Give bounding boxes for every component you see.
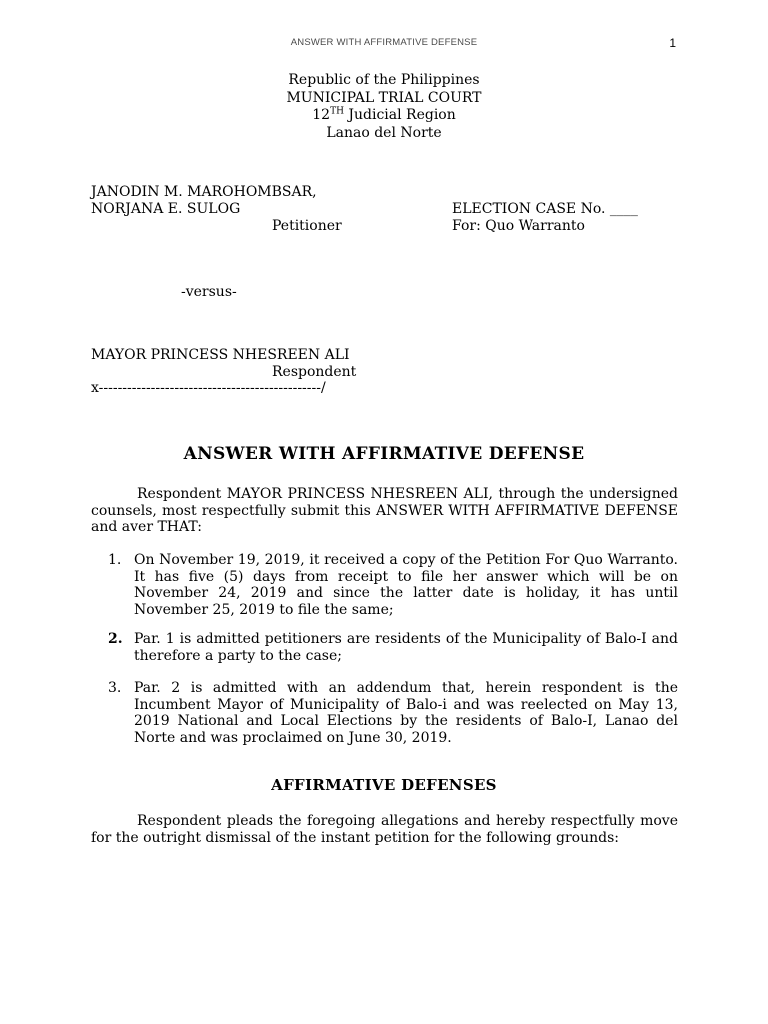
caption-divider: x-----------------------------------------------/ xyxy=(91,380,326,396)
page-number: 1 xyxy=(669,36,676,50)
petitioner-name-2: NORJANA E. SULOG xyxy=(91,201,241,217)
list-item xyxy=(108,552,678,619)
item-number: 2. xyxy=(108,631,123,647)
item-number: 1. xyxy=(108,552,122,568)
list-item xyxy=(108,680,678,747)
petitioner-label: Petitioner xyxy=(272,218,342,234)
court-line-province: Lanao del Norte xyxy=(326,124,442,141)
court-line-region xyxy=(0,107,768,125)
respondent-label: Respondent xyxy=(272,364,357,380)
document-title: ANSWER WITH AFFIRMATIVE DEFENSE xyxy=(183,444,585,464)
section-heading: AFFIRMATIVE DEFENSES xyxy=(271,776,497,794)
item-text: Par. 1 is admitted petitioners are residents of the Municipality of Balo-I and therefore a party to the case; xyxy=(134,631,678,664)
election-case-number: ELECTION CASE No. ____ xyxy=(452,201,638,217)
case-type: For: Quo Warranto xyxy=(452,218,585,234)
item-text: Par. 2 is admitted with an addendum that, herein respondent is the Incumbent Mayor of Municipality of Balo-i and was reelected on May 13, 2019 National and Local Elections by the residents of Balo-I, Lanao del Norte and was proclaimed on June 30, 2019. xyxy=(134,680,678,747)
court-header xyxy=(0,72,768,142)
list-item xyxy=(108,631,678,664)
region-number: 12 xyxy=(312,107,331,123)
intro-text: Respondent MAYOR PRINCESS NHESREEN ALI, through the undersigned counsels, most respectfully submit this ANSWER WITH AFFIRMATIVE DEFENSE and aver THAT: xyxy=(91,486,678,536)
closing-text: Respondent pleads the foregoing allegations and hereby respectfully move for the outright dismissal of the instant petition for the following grounds: xyxy=(91,813,678,846)
court-line-republic: Republic of the Philippines xyxy=(288,72,480,88)
running-header: ANSWER WITH AFFIRMATIVE DEFENSE xyxy=(290,37,478,48)
intro-paragraph xyxy=(91,486,678,536)
region-suffix: TH xyxy=(330,106,344,117)
court-line-court: MUNICIPAL TRIAL COURT xyxy=(286,89,482,106)
versus-label: -versus- xyxy=(181,284,237,300)
item-text: On November 19, 2019, it received a copy of the Petition For Quo Warranto. It has five (5) days from receipt to file her answer which will be on November 24, 2019 and since the latter date is holiday, it has until November 25, 2019 to file the same; xyxy=(134,552,678,619)
petitioner-name-1: JANODIN M. MAROHOMBSAR, xyxy=(91,184,317,200)
closing-paragraph xyxy=(91,813,678,846)
respondent-name: MAYOR PRINCESS NHESREEN ALI xyxy=(91,347,350,363)
item-number: 3. xyxy=(108,680,122,696)
region-rest: Judicial Region xyxy=(343,107,456,123)
